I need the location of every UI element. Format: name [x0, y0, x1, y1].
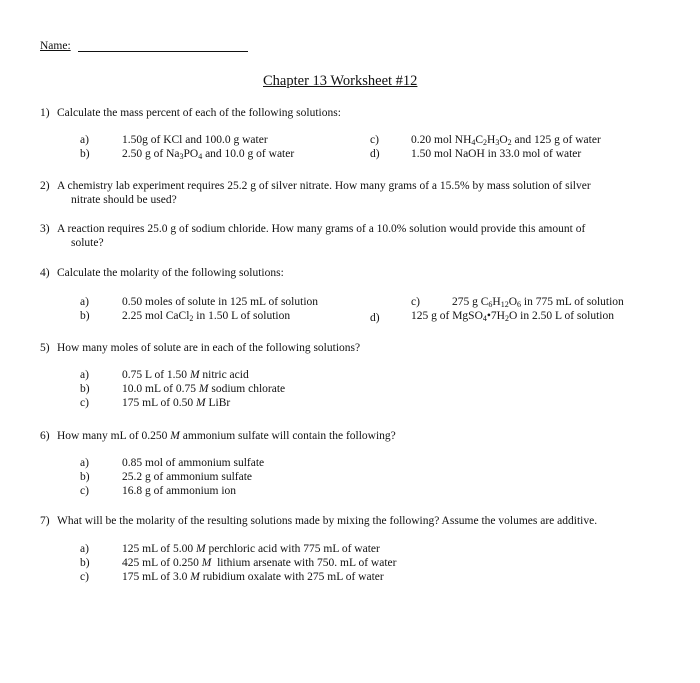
- item-letter: a): [80, 134, 89, 146]
- item-text: 0.50 moles of solute in 125 mL of solution: [122, 296, 319, 308]
- name-label: Name:: [40, 40, 71, 52]
- item-letter: b): [80, 471, 90, 483]
- item-text: 1.50g of KCl and 100.0 g water: [122, 134, 268, 146]
- question-prompt: How many moles of solute are in each of the following solutions?: [57, 342, 361, 354]
- question-number: 2): [40, 180, 50, 192]
- item-text: 175 mL of 3.0 M rubidium oxalate with 275 mL of water: [122, 571, 384, 583]
- name-blank-line: [78, 51, 248, 52]
- item-text: 10.0 mL of 0.75 M sodium chlorate: [122, 383, 286, 395]
- item-letter: b): [80, 148, 90, 160]
- item-letter: c): [370, 134, 379, 146]
- question-number: 4): [40, 267, 50, 279]
- question-prompt: Calculate the molarity of the following solutions:: [57, 267, 284, 279]
- item-letter: c): [411, 296, 420, 308]
- item-text: 1.50 mol NaOH in 33.0 mol of water: [411, 148, 582, 160]
- question-prompt: How many mL of 0.250 M ammonium sulfate will contain the following?: [57, 430, 396, 442]
- item-text: 175 mL of 0.50 M LiBr: [122, 397, 231, 409]
- item-letter: c): [80, 485, 89, 497]
- item-letter: b): [80, 557, 90, 569]
- question-number: 6): [40, 430, 50, 442]
- item-letter: d): [370, 148, 380, 160]
- item-letter: a): [80, 457, 89, 469]
- item-text: 16.8 g of ammonium ion: [122, 485, 237, 497]
- question-number: 3): [40, 223, 50, 235]
- item-text: 275 g $C_6H_{12}O_6$ in 775 mL of solution: [452, 296, 624, 309]
- item-text: 2.50 g of $Na_3PO_4$ and 10.0 g of water: [122, 148, 295, 161]
- question-number: 1): [40, 107, 50, 119]
- item-letter: b): [80, 383, 90, 395]
- item-text: 0.75 L of 1.50 M nitric acid: [122, 369, 249, 381]
- item-text: 25.2 g of ammonium sulfate: [122, 471, 252, 483]
- item-text: 125 g of $MgSO_4•7H_2O$ in 2.50 L of solution: [411, 310, 614, 323]
- question-number: 5): [40, 342, 50, 354]
- item-text: 0.85 mol of ammonium sulfate: [122, 457, 265, 469]
- question-number: 7): [40, 515, 50, 527]
- item-text: 2.25 mol CaCl$_2$ in 1.50 L of solution: [122, 310, 291, 323]
- item-text: 0.20 mol $NH_4C_2H_3O_2$ and 125 g of water: [411, 134, 601, 147]
- question-prompt: What will be the molarity of the resulting solutions made by mixing the following? Assume the volumes are additive.: [57, 515, 598, 527]
- question-prompt: A chemistry lab experiment requires 25.2 g of silver nitrate. How many grams of a 15.5% by mass solution of silver: [57, 180, 591, 192]
- item-letter: c): [80, 397, 89, 409]
- question-prompt: A reaction requires 25.0 g of sodium chloride. How many grams of a 10.0% solution would provide this amount of: [57, 223, 586, 235]
- item-text: 425 mL of 0.250 M lithium arsenate with 750. mL of water: [122, 557, 397, 569]
- item-letter: d): [370, 312, 380, 324]
- item-letter: c): [80, 571, 89, 583]
- item-letter: a): [80, 369, 89, 381]
- item-letter: a): [80, 543, 89, 555]
- item-letter: a): [80, 296, 89, 308]
- question-prompt-cont: nitrate should be used?: [71, 194, 177, 206]
- item-letter: b): [80, 310, 90, 322]
- item-text: 125 mL of 5.00 M perchloric acid with 775 mL of water: [122, 543, 380, 555]
- question-prompt: Calculate the mass percent of each of the following solutions:: [57, 107, 341, 119]
- question-prompt-cont: solute?: [71, 237, 104, 249]
- page-title: Chapter 13 Worksheet #12: [263, 73, 418, 89]
